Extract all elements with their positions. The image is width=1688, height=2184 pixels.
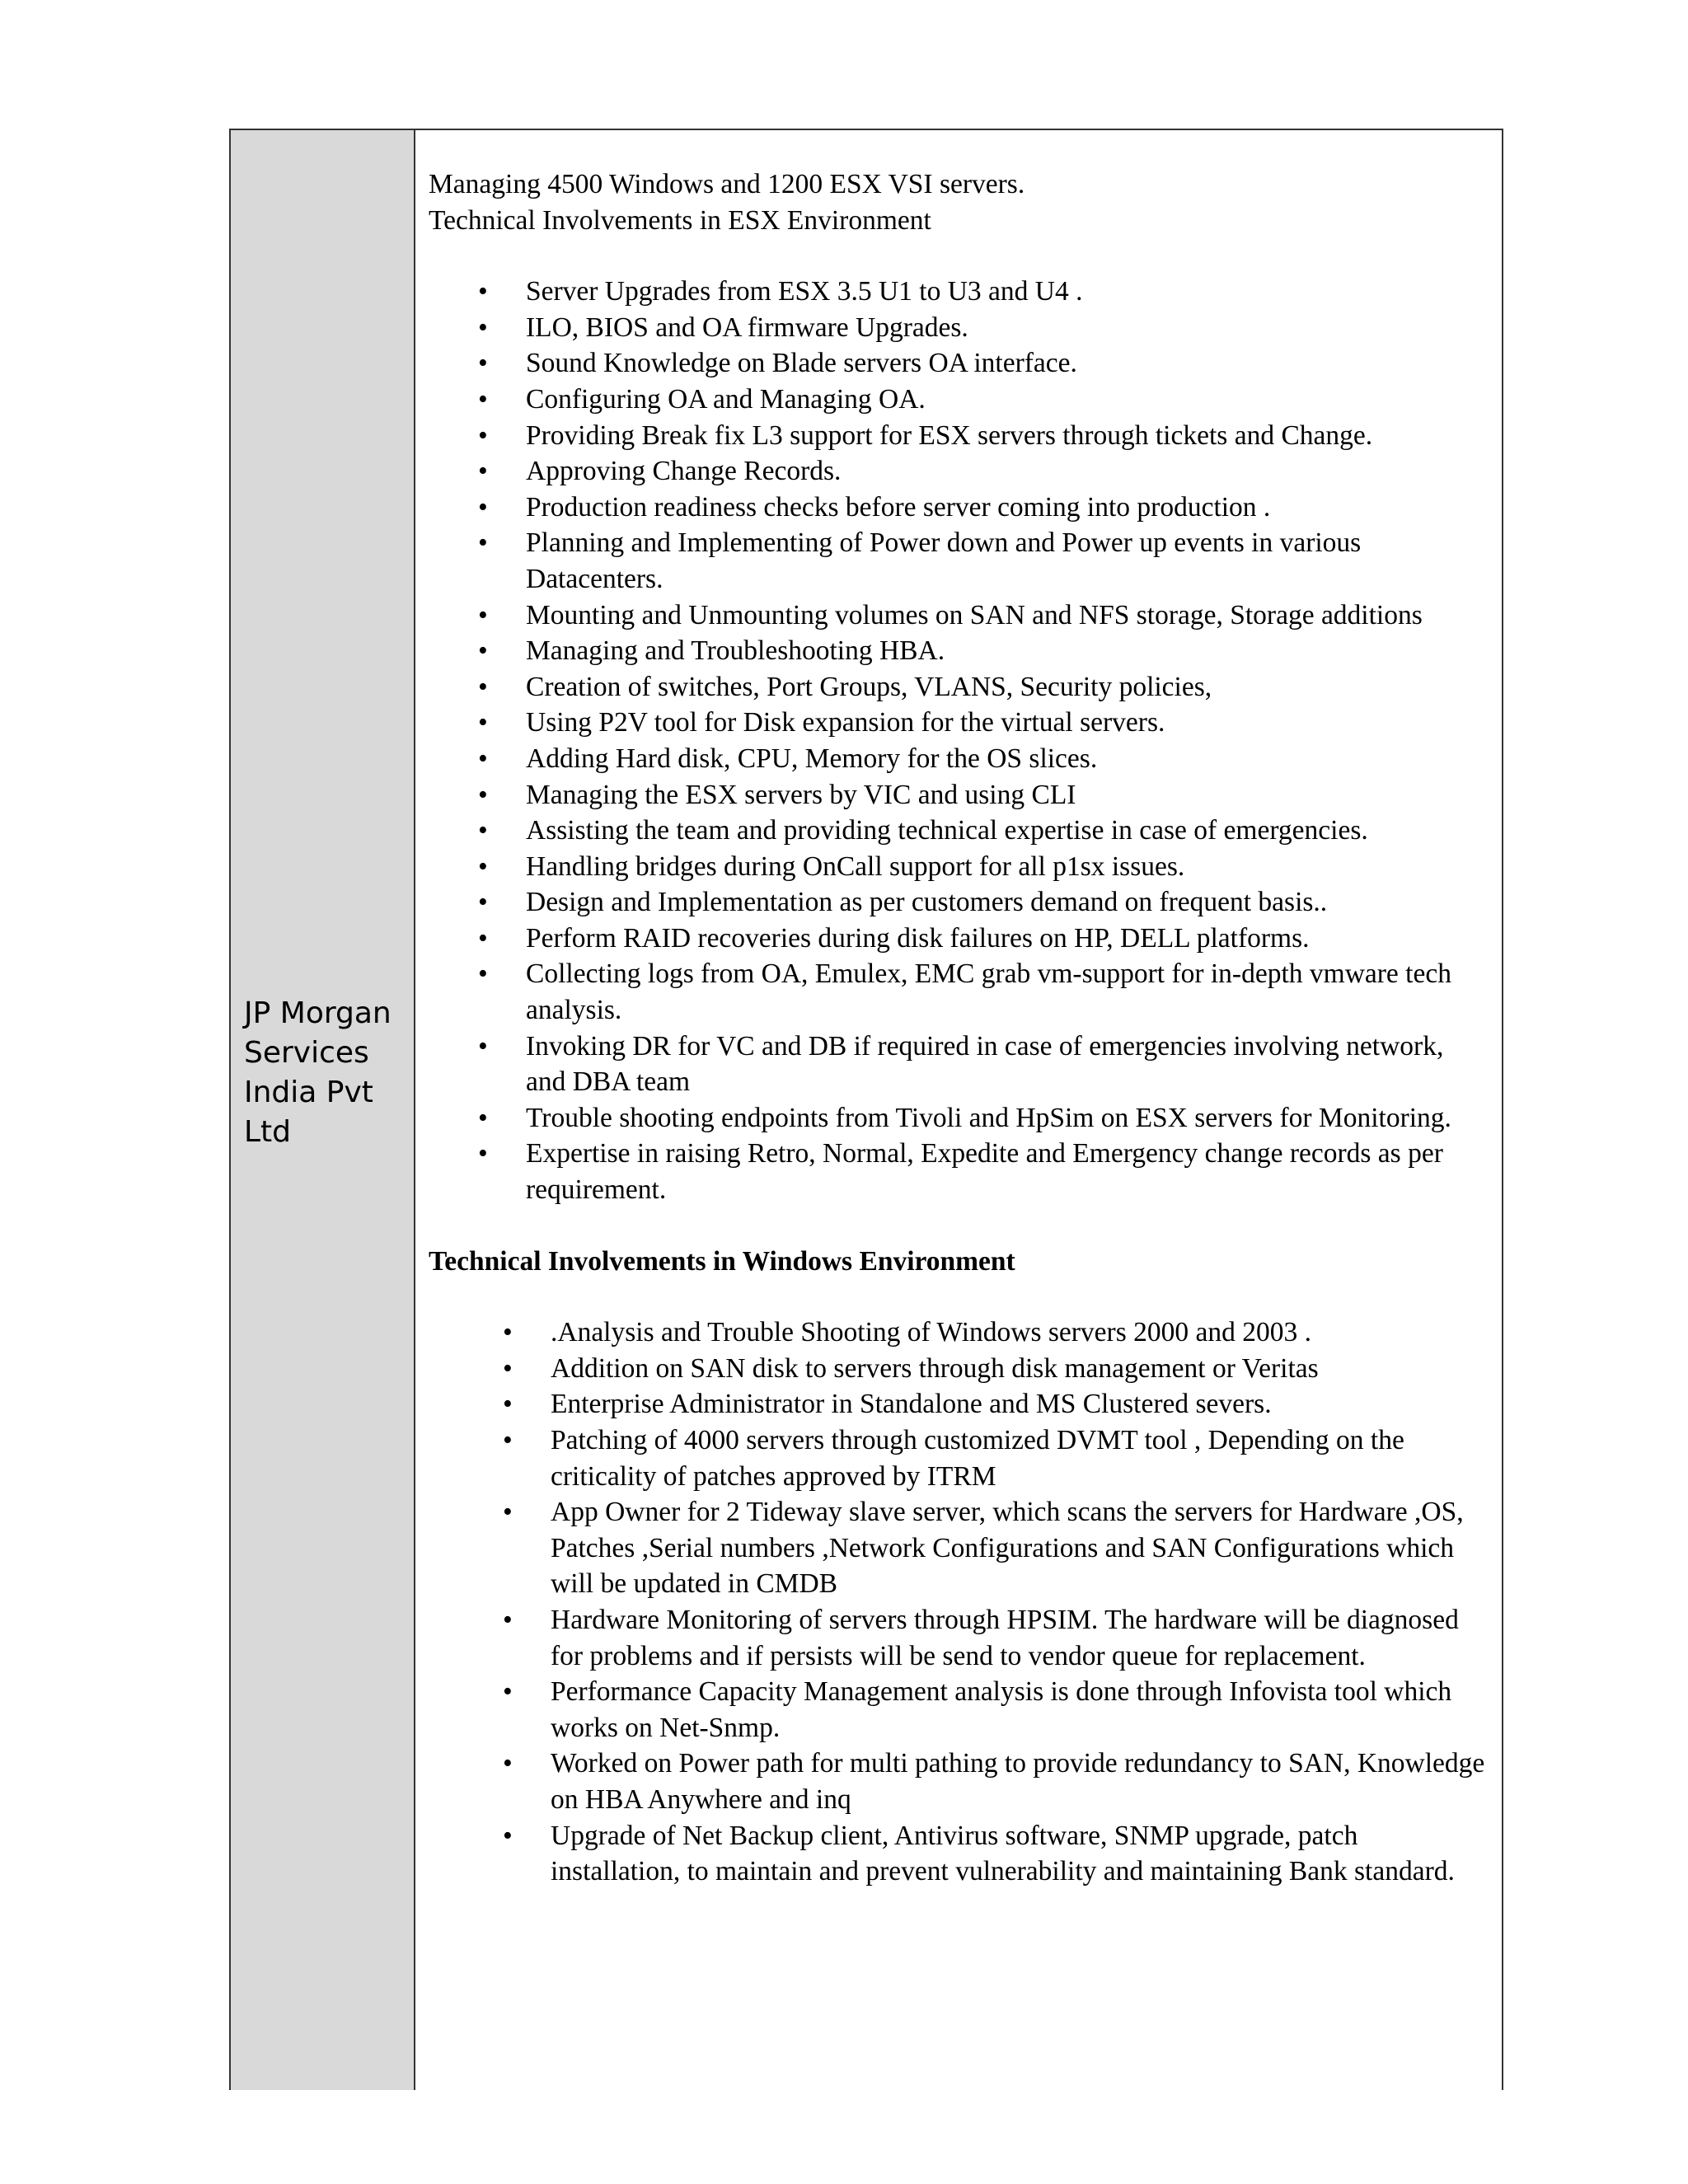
list-item: • Patching of 4000 servers through customized DVMT tool , Depending on the criticality of patches approved by ITRM [429,1422,1485,1494]
list-item: • Configuring OA and Managing OA. [429,382,1485,418]
list-item: • Enterprise Administrator in Standalone and MS Clustered severs. [429,1386,1485,1422]
list-item: • .Analysis and Trouble Shooting of Windows servers 2000 and 2003 . [429,1315,1485,1351]
company-name-line: India Pvt [244,1076,373,1109]
company-cell [231,130,415,2090]
list-item: • Hardware Monitoring of servers through HPSIM. The hardware will be diagnosed for problems and if persists will be send to vendor queue for replacement. [429,1602,1485,1674]
list-item: • Approving Change Records. [429,453,1485,490]
company-name [244,994,409,1152]
list-item: • Trouble shooting endpoints from Tivoli and HpSim on ESX servers for Monitoring. [429,1100,1485,1137]
list-item: • Worked on Power path for multi pathing to provide redundancy to SAN, Knowledge on HBA Anywhere and inq [429,1746,1485,1817]
company-name-line: Services [244,1036,369,1070]
list-item: • Handling bridges during OnCall support for all p1sx issues. [429,849,1485,885]
list-item: • Invoking DR for VC and DB if required in case of emergencies involving network, and DBA team [429,1029,1485,1100]
list-item: • Creation of switches, Port Groups, VLANS, Security policies, [429,669,1485,705]
list-item: • Server Upgrades from ESX 3.5 U1 to U3 and U4 . [429,274,1485,310]
list-item: • Adding Hard disk, CPU, Memory for the OS slices. [429,741,1485,777]
list-item: • Managing and Troubleshooting HBA. [429,633,1485,669]
list-item: • Planning and Implementing of Power down and Power up events in various Datacenters. [429,525,1485,597]
list-item: • Managing the ESX servers by VIC and using CLI [429,777,1485,813]
list-item: • Expertise in raising Retro, Normal, Expedite and Emergency change records as per requirement. [429,1136,1485,1207]
list-item: • Upgrade of Net Backup client, Antivirus software, SNMP upgrade, patch installation, to maintain and prevent vulnerability and maintaining Bank standard. [429,1818,1485,1890]
list-item: • Collecting logs from OA, Emulex, EMC grab vm-support for in-depth vmware tech analysis. [429,956,1485,1028]
list-item: • App Owner for 2 Tideway slave server, which scans the servers for Hardware ,OS, Patches ,Serial numbers ,Network Configurations and SAN Configurations which will be updated in CMDB [429,1494,1485,1602]
list-item: • Using P2V tool for Disk expansion for the virtual servers. [429,705,1485,741]
experience-table [229,129,1503,2090]
list-item: • Design and Implementation as per customers demand on frequent basis.. [429,884,1485,921]
company-name-line: Ltd [244,1115,292,1149]
list-item: • Sound Knowledge on Blade servers OA interface. [429,345,1485,382]
esx-list [429,274,1485,1207]
windows-list [429,1315,1485,1890]
summary-line: Managing 4500 Windows and 1200 ESX VSI servers. [429,169,1025,199]
list-item: • Perform RAID recoveries during disk failures on HP, DELL platforms. [429,921,1485,957]
list-item: • Assisting the team and providing technical expertise in case of emergencies. [429,813,1485,849]
list-item: • Providing Break fix L3 support for ESX servers through tickets and Change. [429,418,1485,454]
list-item: • Performance Capacity Management analysis is done through Infovista tool which works on Net-Snmp. [429,1674,1485,1746]
list-item: • Mounting and Unmounting volumes on SAN and NFS storage, Storage additions [429,598,1485,634]
responsibilities-cell [415,130,1502,2090]
company-name-line: JP Morgan [244,996,392,1030]
list-item: • ILO, BIOS and OA firmware Upgrades. [429,310,1485,346]
esx-heading: Technical Involvements in ESX Environment [429,204,931,236]
windows-heading: Technical Involvements in Windows Environment [429,1245,1015,1277]
list-item: • Production readiness checks before server coming into production . [429,490,1485,526]
list-item: • Addition on SAN disk to servers through disk management or Veritas [429,1351,1485,1387]
